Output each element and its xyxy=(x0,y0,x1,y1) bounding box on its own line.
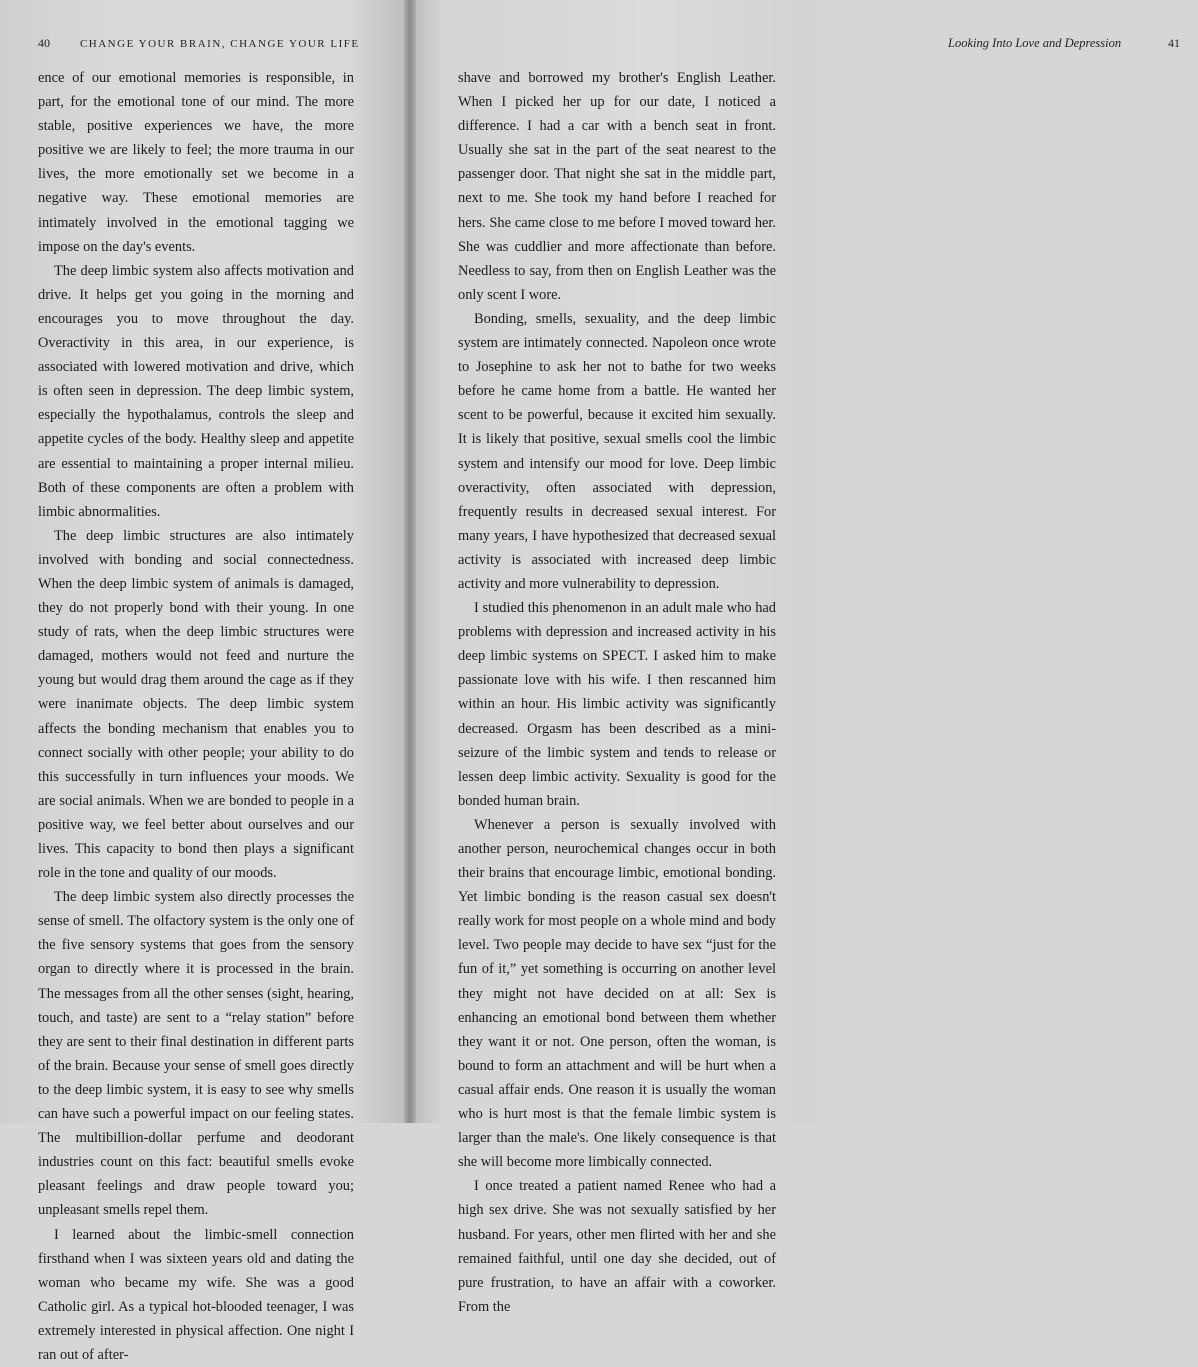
paragraph: I once treated a patient named Renee who had a high sex drive. She was not sexually satisfied by her husband. For years, other men flirted with her and she remained faithful, until one day she decided, out of pure frustration, to have an affair with a coworker. From the xyxy=(458,1174,776,1319)
paragraph: The deep limbic system also directly processes the sense of smell. The olfactory system is the only one of the five sensory systems that goes from the sensory organ to directly where it is processed in the brain. The messages from all the other senses (sight, hearing, touch, and taste) are sent to a “relay station” before they are sent to their final destination in different parts of the brain. Because your sense of smell goes directly to the deep limbic system, it is easy to see why smells can have such a powerful impact on our feeling states. The multibillion-dollar perfume and deodorant industries count on this fact: beautiful smells evoke pleasant feelings and draw people toward you; unpleasant smells repel them. xyxy=(38,885,354,1222)
left-page-number: 40 xyxy=(38,36,50,50)
right-chapter-title: Looking Into Love and Depression xyxy=(948,36,1121,50)
right-running-head xyxy=(948,36,1184,51)
paragraph: shave and borrowed my brother's English Leather. When I picked her up for our date, I noticed a difference. I had a car with a bench seat in front. Usually she sat in the part of the seat nearest to the passenger door. That night she sat in the middle part, next to me. She took my hand before I reached for hers. She came close to me before I moved toward her. She was cuddlier and more affectionate than before. Needless to say, from then on English Leather was the only scent I wore. xyxy=(458,66,776,307)
left-page xyxy=(0,0,408,1123)
book-gutter-shadow xyxy=(404,0,416,1123)
paragraph: The deep limbic structures are also intimately involved with bonding and social connectedness. When the deep limbic system of animals is damaged, they do not properly bond with their young. In one study of rats, when the deep limbic structures were damaged, mothers would not feed and nurture the young but would drag them around the cage as if they were inanimate objects. The deep limbic system affects the bonding mechanism that enables you to connect socially with other people; your ability to do this successfully in turn influences your moods. We are social animals. When we are bonded to people in a positive way, we feel better about ourselves and our lives. This capacity to bond then plays a significant role in the tone and quality of our moods. xyxy=(38,524,354,885)
right-page-number-wrap xyxy=(1168,36,1198,51)
left-running-head xyxy=(38,36,368,51)
paragraph: I learned about the limbic-smell connection firsthand when I was sixteen years old and dating the woman who became my wife. She was a good Catholic girl. As a typical hot-blooded teenager, I was extremely interested in physical affection. One night I ran out of after- xyxy=(38,1223,354,1367)
paragraph: Bonding, smells, sexuality, and the deep limbic system are intimately connected. Napoleon once wrote to Josephine to ask her not to bathe for two weeks before he came home from a battle. He wanted her scent to be powerful, because it excited him sexually. It is likely that positive, sexual smells cool the limbic system and intensify our mood for love. Deep limbic overactivity, often associated with depression, frequently results in decreased sexual interest. For many years, I have hypothesized that decreased sexual activity is associated with increased deep limbic activity and more vulnerability to depression. xyxy=(458,307,776,596)
right-body-text xyxy=(458,66,776,1319)
paragraph: The deep limbic system also affects motivation and drive. It helps get you going in the morning and encourages you to move throughout the day. Overactivity in this area, in our experience, is associated with lowered motivation and drive, which is often seen in depression. The deep limbic system, especially the hypothalamus, controls the sleep and appetite cycles of the body. Healthy sleep and appetite are essential to maintaining a proper internal milieu. Both of these components are often a problem with limbic abnormalities. xyxy=(38,259,354,524)
right-page-number: 41 xyxy=(1168,36,1180,50)
left-body-text xyxy=(38,66,354,1367)
paragraph: I studied this phenomenon in an adult male who had problems with depression and increased activity in his deep limbic systems on SPECT. I asked him to make passionate love with his wife. I then rescanned him within an hour. His limbic activity was significantly decreased. Orgasm has been described as a mini-seizure of the limbic system and tends to release or lessen deep limbic activity. Sexuality is good for the bonded human brain. xyxy=(458,596,776,813)
left-book-title: CHANGE YOUR BRAIN, CHANGE YOUR LIFE xyxy=(80,38,360,50)
right-page xyxy=(408,0,816,1123)
paragraph: Whenever a person is sexually involved with another person, neurochemical changes occur in both their brains that encourage limbic, emotional bonding. Yet limbic bonding is the reason casual sex doesn't really work for most people on a whole mind and body level. Two people may decide to have sex “just for the fun of it,” yet something is occurring on another level they might not have decided on at all: Sex is enhancing an emotional bond between them whether they want it or not. One person, often the woman, is bound to form an attachment and will be hurt when a casual affair ends. One reason it is usually the woman who is hurt most is that the female limbic system is larger than the male's. One likely consequence is that she will become more limbically connected. xyxy=(458,813,776,1174)
paragraph: ence of our emotional memories is responsible, in part, for the emotional tone of our mind. The more stable, positive experiences we have, the more positive we are likely to feel; the more trauma in our lives, the more emotionally set we become in a negative way. These emotional memories are intimately involved in the emotional tagging we impose on the day's events. xyxy=(38,66,354,259)
